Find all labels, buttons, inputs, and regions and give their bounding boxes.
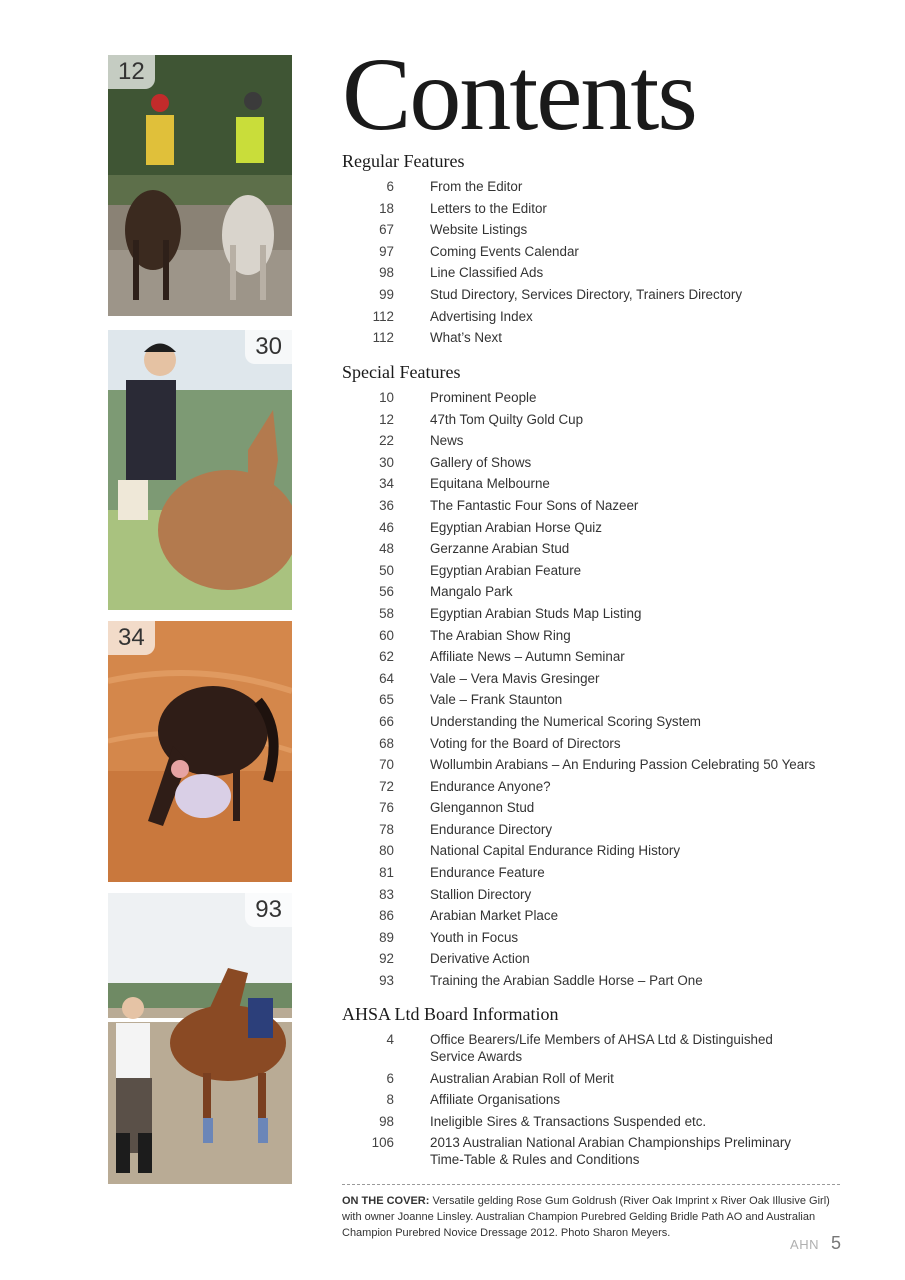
toc-page: 97 — [379, 243, 394, 259]
toc-entry[interactable] — [342, 670, 842, 687]
toc-entry[interactable] — [342, 778, 842, 795]
toc-entry[interactable] — [342, 389, 842, 406]
toc-title: Ineligible Sires & Transactions Suspended etc. — [430, 1113, 707, 1129]
toc-title: Glengannon Stud — [430, 800, 535, 816]
toc-title: Training the Arabian Saddle Horse – Part One — [430, 973, 703, 989]
toc-page: 98 — [379, 1113, 394, 1129]
toc-page: 86 — [379, 908, 394, 924]
page-number: 5 — [830, 1233, 841, 1253]
toc-entry[interactable] — [342, 735, 842, 752]
section-heading: Special Features — [342, 362, 461, 382]
toc-page: 66 — [379, 713, 394, 729]
toc-title: Egyptian Arabian Horse Quiz — [430, 519, 602, 535]
toc-entry[interactable] — [342, 713, 842, 730]
toc-title: 2013 Australian National Arabian Championships Preliminary Time-Table & Rules and Conditions — [430, 1135, 792, 1168]
toc-title: Equitana Melbourne — [430, 476, 550, 492]
toc-page: 81 — [379, 865, 394, 881]
toc-page: 30 — [379, 454, 394, 470]
photo-page-number: 34 — [108, 621, 155, 655]
toc-page: 50 — [379, 562, 394, 578]
toc-title: Vale – Vera Mavis Gresinger — [430, 670, 600, 686]
divider — [342, 1184, 840, 1185]
toc-page: 93 — [379, 973, 394, 989]
toc-title: Mangalo Park — [430, 584, 513, 600]
section-heading: Regular Features — [342, 151, 465, 171]
toc-title: Office Bearers/Life Members of AHSA Ltd & Distinguished Service Awards — [430, 1032, 773, 1064]
toc-title: Stud Directory, Services Directory, Trainers Directory — [430, 286, 743, 302]
toc-title: Stallion Directory — [430, 886, 532, 902]
toc-title: Coming Events Calendar — [430, 243, 579, 259]
toc-title: The Fantastic Four Sons of Nazeer — [430, 497, 639, 513]
photo-show-rider — [108, 330, 292, 610]
toc-page: 99 — [379, 286, 394, 302]
toc-page: 34 — [379, 476, 394, 492]
page-footer — [790, 1233, 841, 1254]
toc-entry[interactable] — [342, 627, 842, 644]
toc-page: 4 — [386, 1032, 394, 1047]
photo-page-number: 12 — [108, 55, 155, 89]
toc-title: Derivative Action — [430, 951, 530, 967]
toc-entry[interactable] — [342, 842, 842, 859]
toc-page: 72 — [379, 778, 394, 794]
toc-title: Vale – Frank Staunton — [430, 692, 563, 708]
toc-entry[interactable] — [342, 864, 842, 881]
toc-page: 98 — [379, 265, 394, 281]
toc-page: 92 — [379, 951, 394, 967]
toc-page: 6 — [386, 179, 394, 194]
toc-title: Voting for the Board of Directors — [430, 735, 621, 751]
toc-page: 36 — [379, 497, 394, 513]
toc-page: 22 — [379, 433, 394, 449]
toc-entry[interactable] — [342, 286, 842, 303]
toc-title: Letters to the Editor — [430, 200, 547, 216]
toc-title: Australian Arabian Roll of Merit — [430, 1070, 614, 1086]
toc-page: 76 — [379, 800, 394, 816]
toc-entry[interactable] — [342, 562, 842, 579]
toc-title: Endurance Directory — [430, 821, 553, 837]
toc-title: Prominent People — [430, 390, 537, 405]
cover-text: Versatile gelding Rose Gum Goldrush (River Oak Imprint x River Oak Illusive Girl) with owner Joanne Linsley. Australian Champion Purebred Gelding Bridle Path AO and Australian Champion Purebred Novice Dressage 2012. Photo Sharon Meyers. — [342, 1195, 830, 1239]
toc-title: Youth in Focus — [430, 929, 519, 945]
toc-page: 12 — [379, 411, 394, 427]
toc-title: Understanding the Numerical Scoring System — [430, 713, 701, 729]
toc-entry[interactable] — [342, 1070, 842, 1087]
toc-page: 6 — [386, 1070, 394, 1086]
toc-entry[interactable] — [342, 691, 842, 708]
toc-entry[interactable] — [342, 1134, 842, 1168]
toc-entry[interactable] — [342, 540, 842, 557]
toc-page: 67 — [379, 222, 394, 238]
toc-entry[interactable] — [342, 756, 842, 773]
toc-title: Endurance Feature — [430, 865, 545, 881]
toc-entry[interactable] — [342, 519, 842, 536]
toc-page: 60 — [379, 627, 394, 643]
toc-page: 106 — [371, 1135, 394, 1151]
toc-entry[interactable] — [342, 200, 842, 217]
toc-title: Website Listings — [430, 222, 528, 238]
toc-entry[interactable] — [342, 1031, 842, 1065]
toc-page: 83 — [379, 886, 394, 902]
toc-page: 65 — [379, 692, 394, 708]
toc-title: The Arabian Show Ring — [430, 627, 571, 643]
toc-entry[interactable] — [342, 929, 842, 946]
toc-page: 89 — [379, 929, 394, 945]
photo-page-number: 93 — [245, 893, 292, 927]
toc-entry[interactable] — [342, 411, 842, 428]
photo-endurance-riders — [108, 55, 292, 316]
toc-entry[interactable] — [342, 221, 842, 238]
toc-page: 78 — [379, 821, 394, 837]
photo-saddle-horse-training — [108, 893, 292, 1184]
page-title: Contents — [342, 37, 696, 152]
toc-title: Gerzanne Arabian Stud — [430, 541, 570, 557]
toc-title: Egyptian Arabian Feature — [430, 562, 582, 578]
magazine-name: AHN — [790, 1237, 819, 1252]
toc-page: 112 — [372, 308, 394, 324]
toc-entry[interactable] — [342, 583, 842, 600]
toc-entry[interactable] — [342, 605, 842, 622]
toc-entry[interactable] — [342, 1113, 842, 1130]
photo-desert-horse — [108, 621, 292, 882]
toc-page: 18 — [379, 200, 394, 216]
section-ahsa-board-information — [342, 1002, 842, 1173]
toc-title: Gallery of Shows — [430, 454, 532, 470]
toc-title: From the Editor — [430, 179, 523, 194]
toc-title: Affiliate News – Autumn Seminar — [430, 649, 625, 665]
toc-page: 48 — [379, 541, 394, 557]
toc-page: 46 — [379, 519, 394, 535]
toc-title: Egyptian Arabian Studs Map Listing — [430, 605, 642, 621]
toc-entry[interactable] — [342, 454, 842, 471]
toc-entry[interactable] — [342, 329, 842, 346]
toc-entry[interactable] — [342, 972, 842, 989]
toc-title: Endurance Anyone? — [430, 778, 551, 794]
toc-page: 68 — [379, 735, 394, 751]
toc-page: 56 — [379, 584, 394, 600]
toc-entry[interactable] — [342, 648, 842, 665]
toc-title: What’s Next — [430, 330, 502, 346]
toc-title: National Capital Endurance Riding History — [430, 843, 681, 859]
toc-title: News — [430, 433, 464, 449]
toc-entry[interactable] — [342, 1091, 842, 1108]
toc-page: 8 — [386, 1092, 394, 1108]
toc-page: 112 — [372, 330, 394, 346]
toc-entry[interactable] — [342, 475, 842, 492]
toc-title: 47th Tom Quilty Gold Cup — [430, 411, 584, 427]
toc-entry[interactable] — [342, 264, 842, 281]
section-special-features — [342, 360, 842, 994]
cover-caption — [342, 1193, 832, 1241]
toc-entry[interactable] — [342, 907, 842, 924]
toc-entry[interactable] — [342, 886, 842, 903]
toc-entry[interactable] — [342, 950, 842, 967]
toc-title: Arabian Market Place — [430, 908, 559, 924]
section-regular-features — [342, 149, 842, 351]
toc-page: 80 — [379, 843, 394, 859]
toc-entry[interactable] — [342, 799, 842, 816]
toc-title: Advertising Index — [430, 308, 533, 324]
photo-page-number: 30 — [245, 330, 292, 364]
cover-label: ON THE COVER: — [342, 1195, 430, 1207]
toc-title: Wollumbin Arabians – An Enduring Passion Celebrating 50 Years — [430, 757, 816, 773]
toc-page: 58 — [379, 605, 394, 621]
toc-page: 62 — [379, 649, 394, 665]
toc-entry[interactable] — [342, 497, 842, 514]
toc-entry[interactable] — [342, 308, 842, 325]
toc-entry[interactable] — [342, 432, 842, 449]
section-heading: AHSA Ltd Board Information — [342, 1004, 559, 1024]
toc-page: 70 — [379, 757, 394, 773]
toc-entry[interactable] — [342, 178, 842, 195]
toc-page: 64 — [379, 670, 394, 686]
toc-entry[interactable] — [342, 821, 842, 838]
toc-entry[interactable] — [342, 243, 842, 260]
toc-title: Line Classified Ads — [430, 265, 544, 281]
toc-page: 10 — [379, 390, 394, 405]
toc-title: Affiliate Organisations — [430, 1092, 561, 1108]
